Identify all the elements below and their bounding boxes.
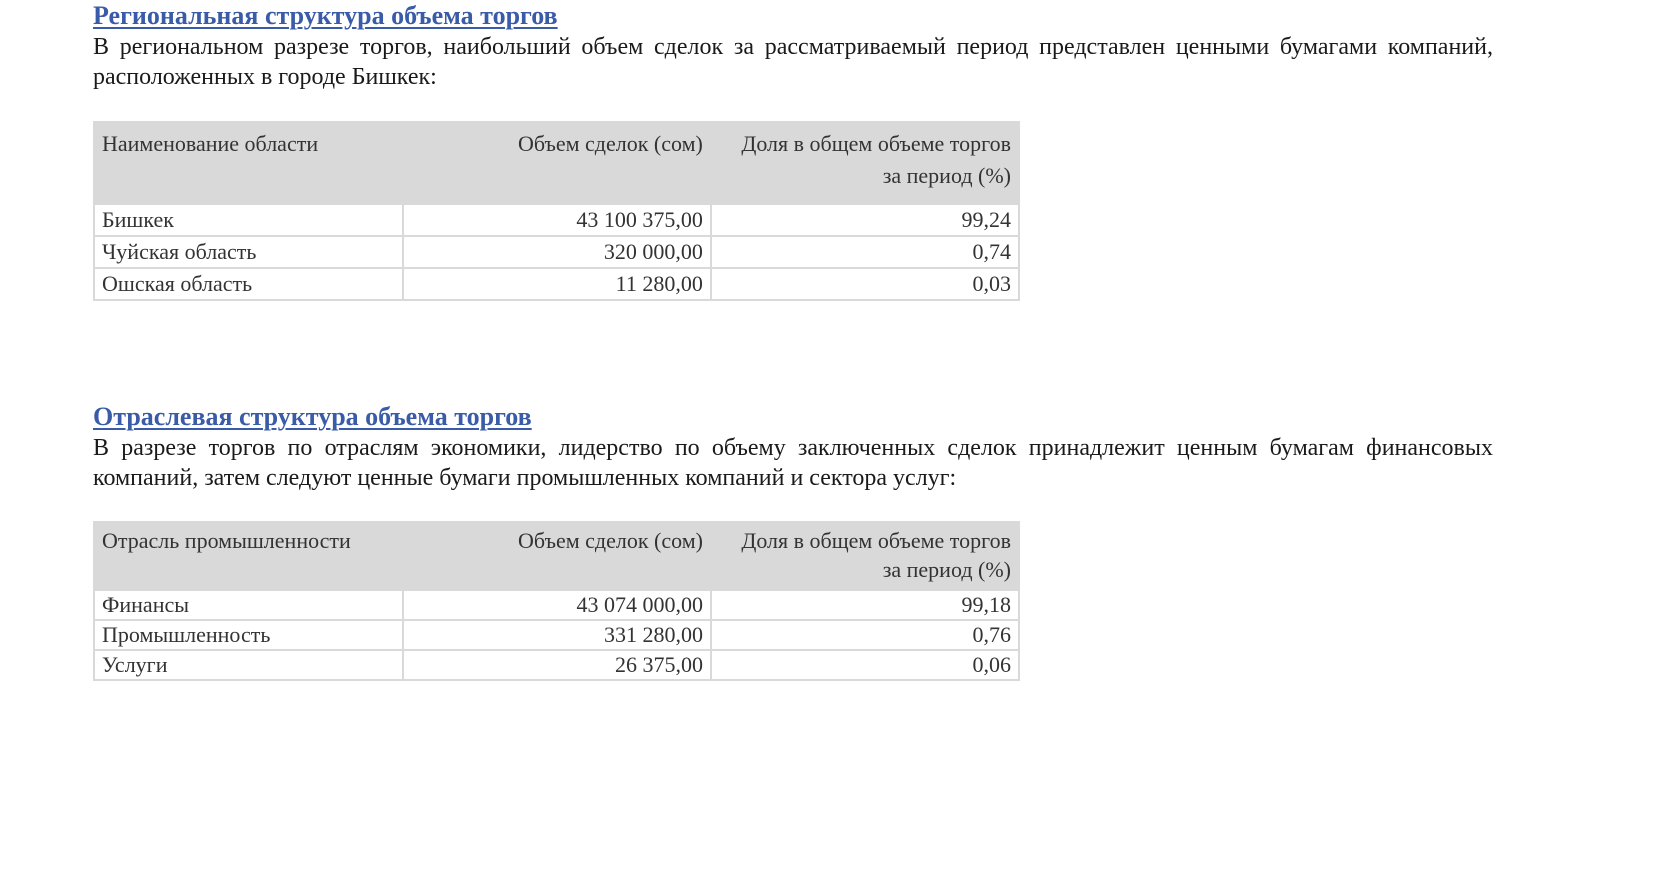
table-row <box>94 236 1019 268</box>
volume-cell: 11 280,00 <box>403 268 711 300</box>
table-header-row <box>94 522 1019 590</box>
regional-table <box>93 121 1020 301</box>
industry-name-cell: Промышленность <box>94 620 403 650</box>
table-header-row <box>94 122 1019 204</box>
industry-name-cell: Услуги <box>94 650 403 680</box>
industry-name-cell: Финансы <box>94 590 403 620</box>
column-header-share: Доля в общем объеме торгов за период (%) <box>711 522 1019 590</box>
sector-heading-link[interactable]: Отраслевая структура объема торгов <box>93 402 532 431</box>
column-header-region: Наименование области <box>94 122 403 204</box>
share-cell: 0,76 <box>711 620 1019 650</box>
regional-paragraph: В региональном разрезе торгов, наибольший объем сделок за рассматриваемый период представлен ценными бумагами компаний, расположенных в городе Бишкек: <box>93 34 1493 90</box>
volume-cell: 43 100 375,00 <box>403 204 711 236</box>
sector-paragraph: В разрезе торгов по отраслям экономики, лидерство по объему заключенных сделок принадлежит ценным бумагам финансовых компаний, затем следуют ценные бумаги промышленных компаний и сектора услуг: <box>93 435 1493 491</box>
share-cell: 0,06 <box>711 650 1019 680</box>
table-row <box>94 268 1019 300</box>
region-name-cell: Ошская область <box>94 268 403 300</box>
table-row <box>94 620 1019 650</box>
share-cell: 0,03 <box>711 268 1019 300</box>
volume-cell: 43 074 000,00 <box>403 590 711 620</box>
share-cell: 0,74 <box>711 236 1019 268</box>
share-cell: 99,24 <box>711 204 1019 236</box>
column-header-volume: Объем сделок (сом) <box>403 122 711 204</box>
regional-heading-link[interactable]: Региональная структура объема торгов <box>93 1 558 30</box>
region-name-cell: Бишкек <box>94 204 403 236</box>
regional-section <box>93 0 1493 296</box>
volume-cell: 320 000,00 <box>403 236 711 268</box>
region-name-cell: Чуйская область <box>94 236 403 268</box>
table-row <box>94 204 1019 236</box>
table-row <box>94 650 1019 680</box>
table-row <box>94 590 1019 620</box>
column-header-share: Доля в общем объеме торгов за период (%) <box>711 122 1019 204</box>
sector-table <box>93 521 1020 681</box>
share-cell: 99,18 <box>711 590 1019 620</box>
volume-cell: 26 375,00 <box>403 650 711 680</box>
sector-section <box>93 401 1493 677</box>
volume-cell: 331 280,00 <box>403 620 711 650</box>
column-header-industry: Отрасль промышленности <box>94 522 403 590</box>
column-header-volume: Объем сделок (сом) <box>403 522 711 590</box>
